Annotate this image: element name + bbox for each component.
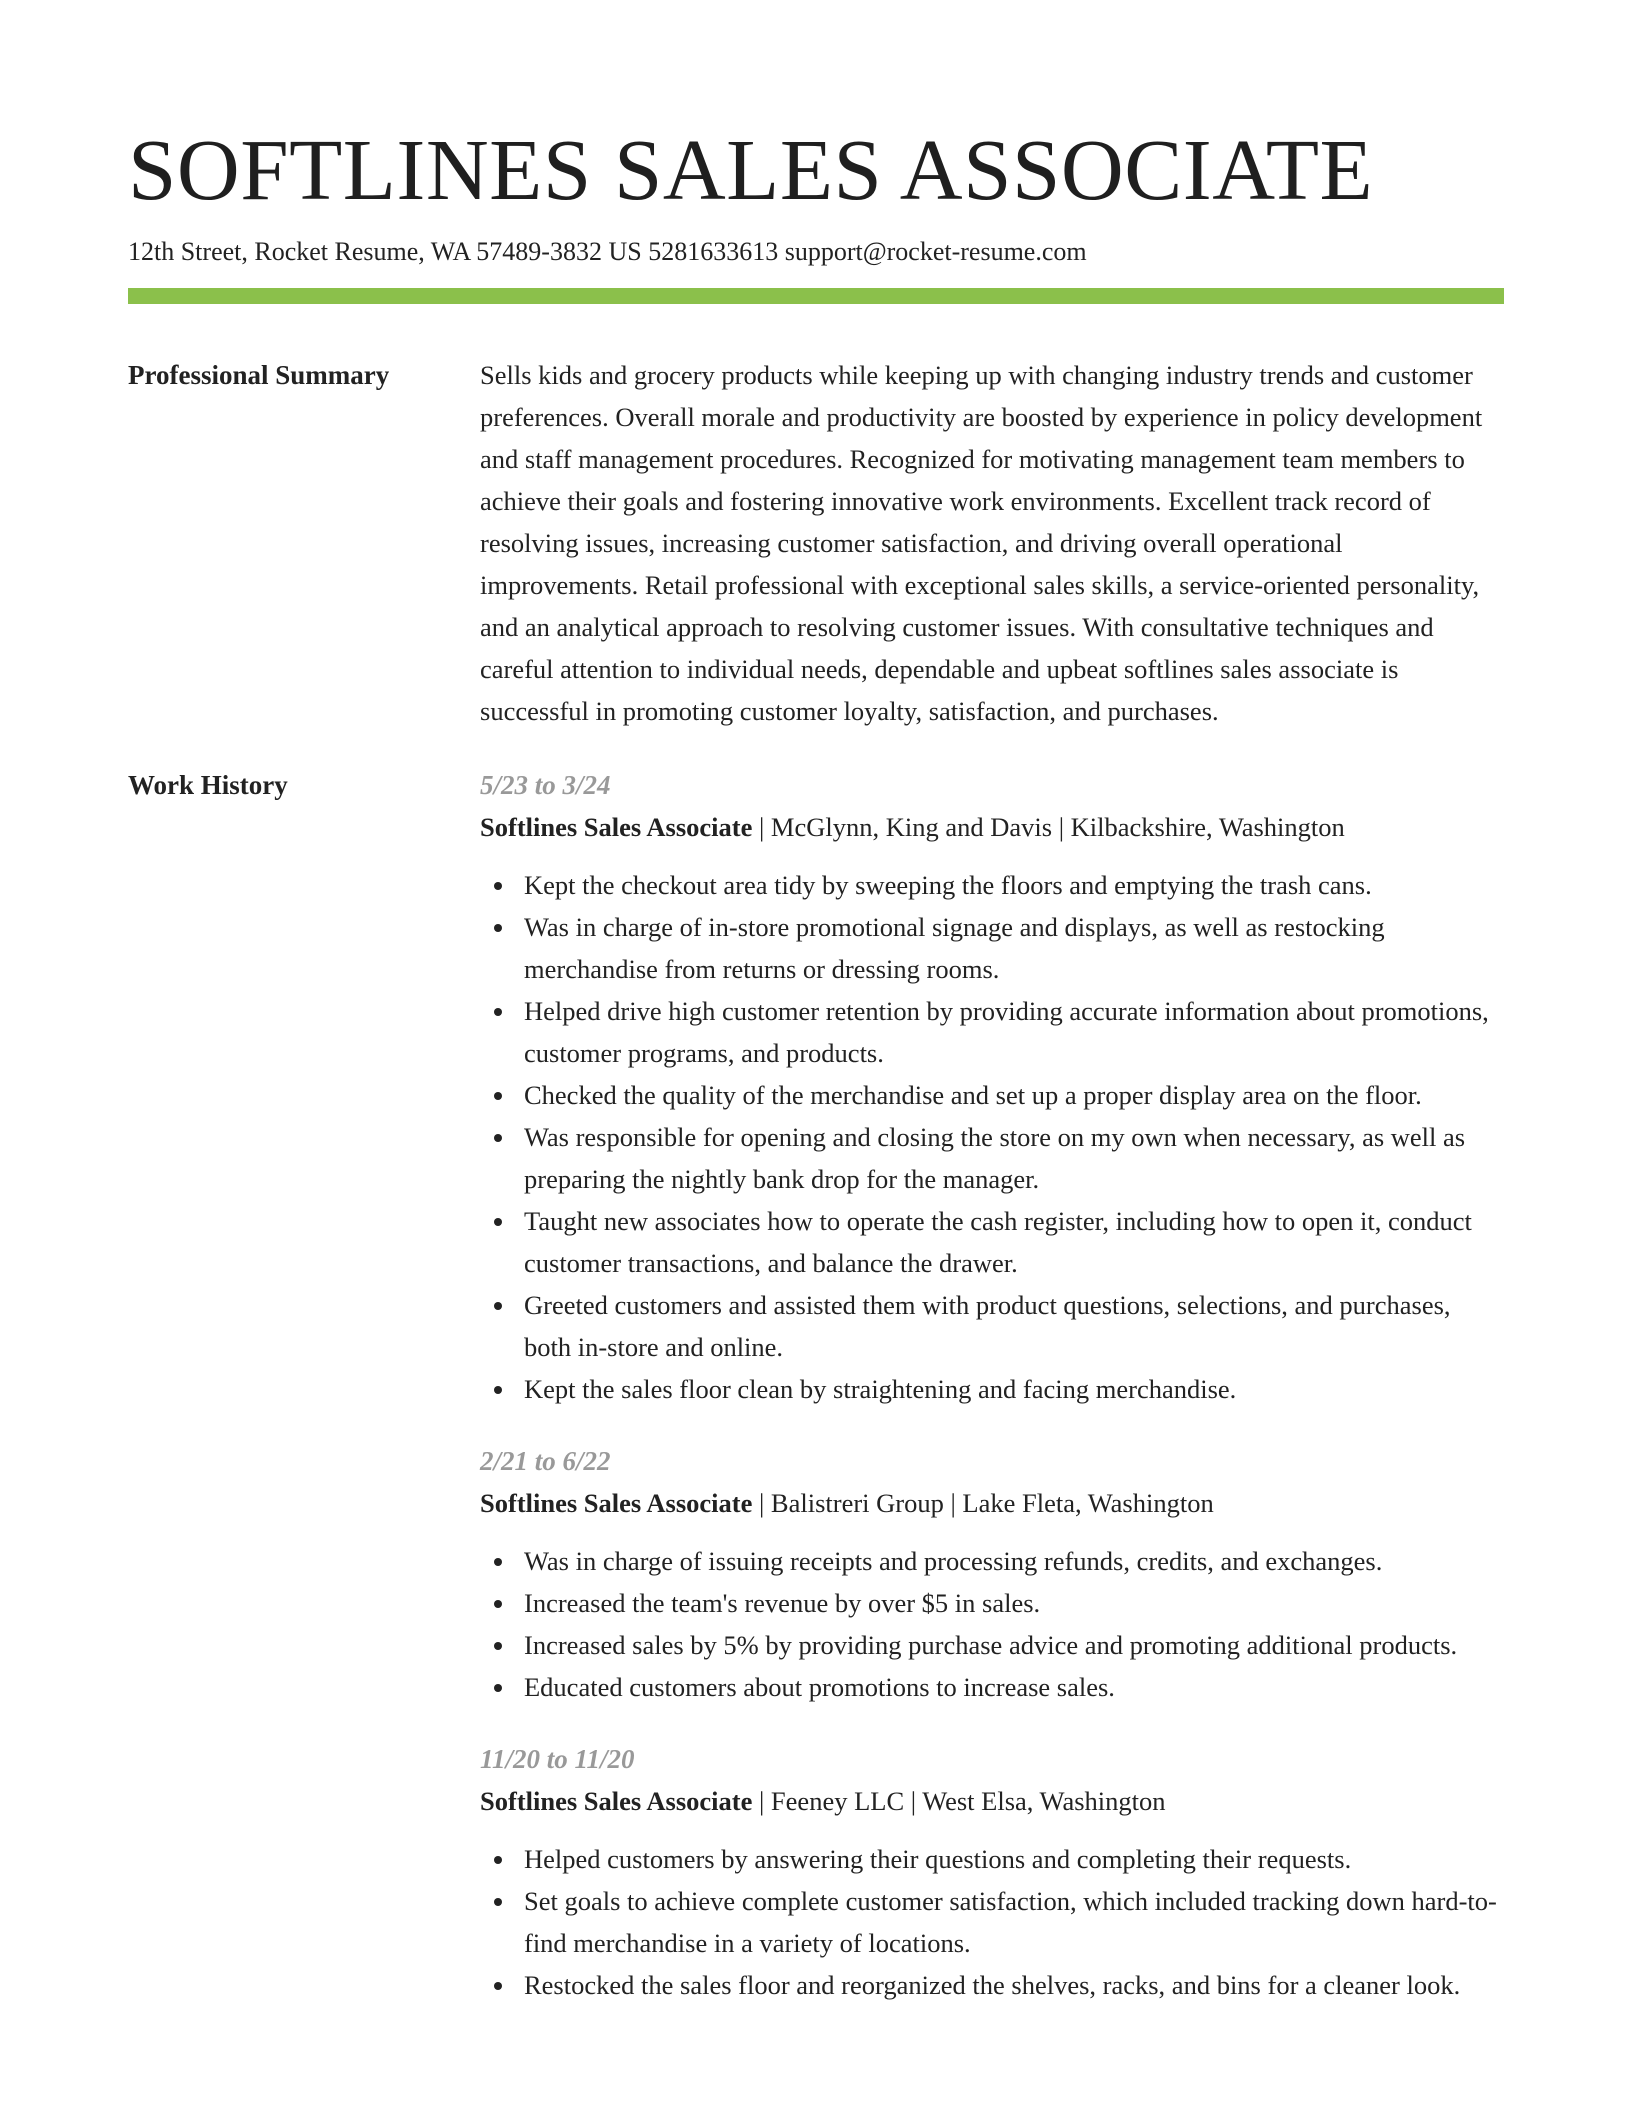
bullet-icon bbox=[494, 1218, 502, 1226]
list-item bbox=[480, 1368, 1504, 1410]
job-entry bbox=[480, 764, 1504, 1410]
bullet-icon bbox=[494, 1386, 502, 1394]
job-employer-location: | Balistreri Group | Lake Fleta, Washington bbox=[752, 1488, 1214, 1518]
work-history-section bbox=[128, 764, 1504, 2006]
bullet-text: Greeted customers and assisted them with product questions, selections, and purchases, both in-store and online. bbox=[524, 1290, 1451, 1362]
bullet-text: Educated customers about promotions to increase sales. bbox=[524, 1672, 1115, 1702]
resume-page bbox=[128, 120, 1504, 2006]
bullet-text: Checked the quality of the merchandise and set up a proper display area on the floor. bbox=[524, 1080, 1422, 1110]
job-heading bbox=[480, 806, 1504, 848]
list-item bbox=[480, 1540, 1504, 1582]
bullet-text: Taught new associates how to operate the cash register, including how to open it, conduct customer transactions, and balance the drawer. bbox=[524, 1206, 1472, 1278]
job-employer-location: | McGlynn, King and Davis | Kilbackshire, Washington bbox=[752, 812, 1345, 842]
job-heading bbox=[480, 1780, 1504, 1822]
list-item bbox=[480, 1964, 1504, 2006]
job-dates: 11/20 to 11/20 bbox=[480, 1744, 635, 1774]
header-divider bbox=[128, 288, 1504, 304]
list-item bbox=[480, 1880, 1504, 1964]
bullet-text: Kept the checkout area tidy by sweeping the floors and emptying the trash cans. bbox=[524, 870, 1372, 900]
bullet-icon bbox=[494, 1642, 502, 1650]
bullet-text: Helped customers by answering their questions and completing their requests. bbox=[524, 1844, 1352, 1874]
bullet-icon bbox=[494, 1600, 502, 1608]
job-dates: 2/21 to 6/22 bbox=[480, 1446, 611, 1476]
bullet-icon bbox=[494, 1134, 502, 1142]
bullet-text: Increased sales by 5% by providing purchase advice and promoting additional products. bbox=[524, 1630, 1458, 1660]
list-item bbox=[480, 1200, 1504, 1284]
job-heading bbox=[480, 1482, 1504, 1524]
bullet-icon bbox=[494, 1898, 502, 1906]
list-item bbox=[480, 1624, 1504, 1666]
job-title: Softlines Sales Associate bbox=[480, 1786, 753, 1816]
bullet-icon bbox=[494, 1092, 502, 1100]
list-item bbox=[480, 1284, 1504, 1368]
bullet-icon bbox=[494, 1008, 502, 1016]
job-dates: 5/23 to 3/24 bbox=[480, 770, 611, 800]
bullet-icon bbox=[494, 1684, 502, 1692]
section-heading: Work History bbox=[128, 770, 288, 800]
job-duties-list bbox=[480, 1838, 1504, 2006]
bullet-text: Was in charge of issuing receipts and processing refunds, credits, and exchanges. bbox=[524, 1546, 1383, 1576]
summary-text: Sells kids and grocery products while keeping up with changing industry trends and customer preferences. Overall morale and productivity are boosted by experience in policy development and staff management procedures. Recognized for motivating management team members to achieve their goals and fostering innovative work environments. Excellent track record of resolving issues, increasing customer satisfaction, and driving overall operational improvements. Retail professional with exceptional sales skills, a service-oriented personality, and an analytical approach to resolving customer issues. With consultative techniques and careful attention to individual needs, dependable and upbeat softlines sales associate is successful in promoting customer loyalty, satisfaction, and purchases. bbox=[480, 360, 1483, 726]
job-title: Softlines Sales Associate bbox=[480, 1488, 753, 1518]
list-item bbox=[480, 864, 1504, 906]
bullet-icon bbox=[494, 1856, 502, 1864]
bullet-icon bbox=[494, 1302, 502, 1310]
bullet-icon bbox=[494, 1558, 502, 1566]
bullet-icon bbox=[494, 924, 502, 932]
job-duties-list bbox=[480, 864, 1504, 1410]
job-entry bbox=[480, 1738, 1504, 2006]
list-item bbox=[480, 906, 1504, 990]
bullet-text: Kept the sales floor clean by straightening and facing merchandise. bbox=[524, 1374, 1237, 1404]
list-item bbox=[480, 1666, 1504, 1708]
bullet-icon bbox=[494, 1982, 502, 1990]
bullet-text: Restocked the sales floor and reorganized the shelves, racks, and bins for a cleaner look. bbox=[524, 1970, 1461, 2000]
job-entry bbox=[480, 1440, 1504, 1708]
list-item bbox=[480, 990, 1504, 1074]
work-history-body bbox=[480, 764, 1504, 2006]
bullet-text: Was in charge of in-store promotional signage and displays, as well as restocking merchandise from returns or dressing rooms. bbox=[524, 912, 1385, 984]
list-item bbox=[480, 1582, 1504, 1624]
bullet-text: Helped drive high customer retention by providing accurate information about promotions, customer programs, and products. bbox=[524, 996, 1489, 1068]
resume-title: SOFTLINES SALES ASSOCIATE bbox=[128, 121, 1374, 218]
bullet-icon bbox=[494, 882, 502, 890]
list-item bbox=[480, 1838, 1504, 1880]
job-employer-location: | Feeney LLC | West Elsa, Washington bbox=[752, 1786, 1166, 1816]
job-duties-list bbox=[480, 1540, 1504, 1708]
bullet-text: Increased the team's revenue by over $5 in sales. bbox=[524, 1588, 1041, 1618]
contact-line: 12th Street, Rocket Resume, WA 57489-3832 US 5281633613 support@rocket-resume.com bbox=[128, 237, 1087, 266]
list-item bbox=[480, 1116, 1504, 1200]
bullet-text: Set goals to achieve complete customer satisfaction, which included tracking down hard-to-find merchandise in a variety of locations. bbox=[524, 1886, 1497, 1958]
section-heading: Professional Summary bbox=[128, 360, 390, 390]
list-item bbox=[480, 1074, 1504, 1116]
job-title: Softlines Sales Associate bbox=[480, 812, 753, 842]
bullet-text: Was responsible for opening and closing the store on my own when necessary, as well as preparing the nightly bank drop for the manager. bbox=[524, 1122, 1466, 1194]
professional-summary-section bbox=[128, 354, 1504, 732]
